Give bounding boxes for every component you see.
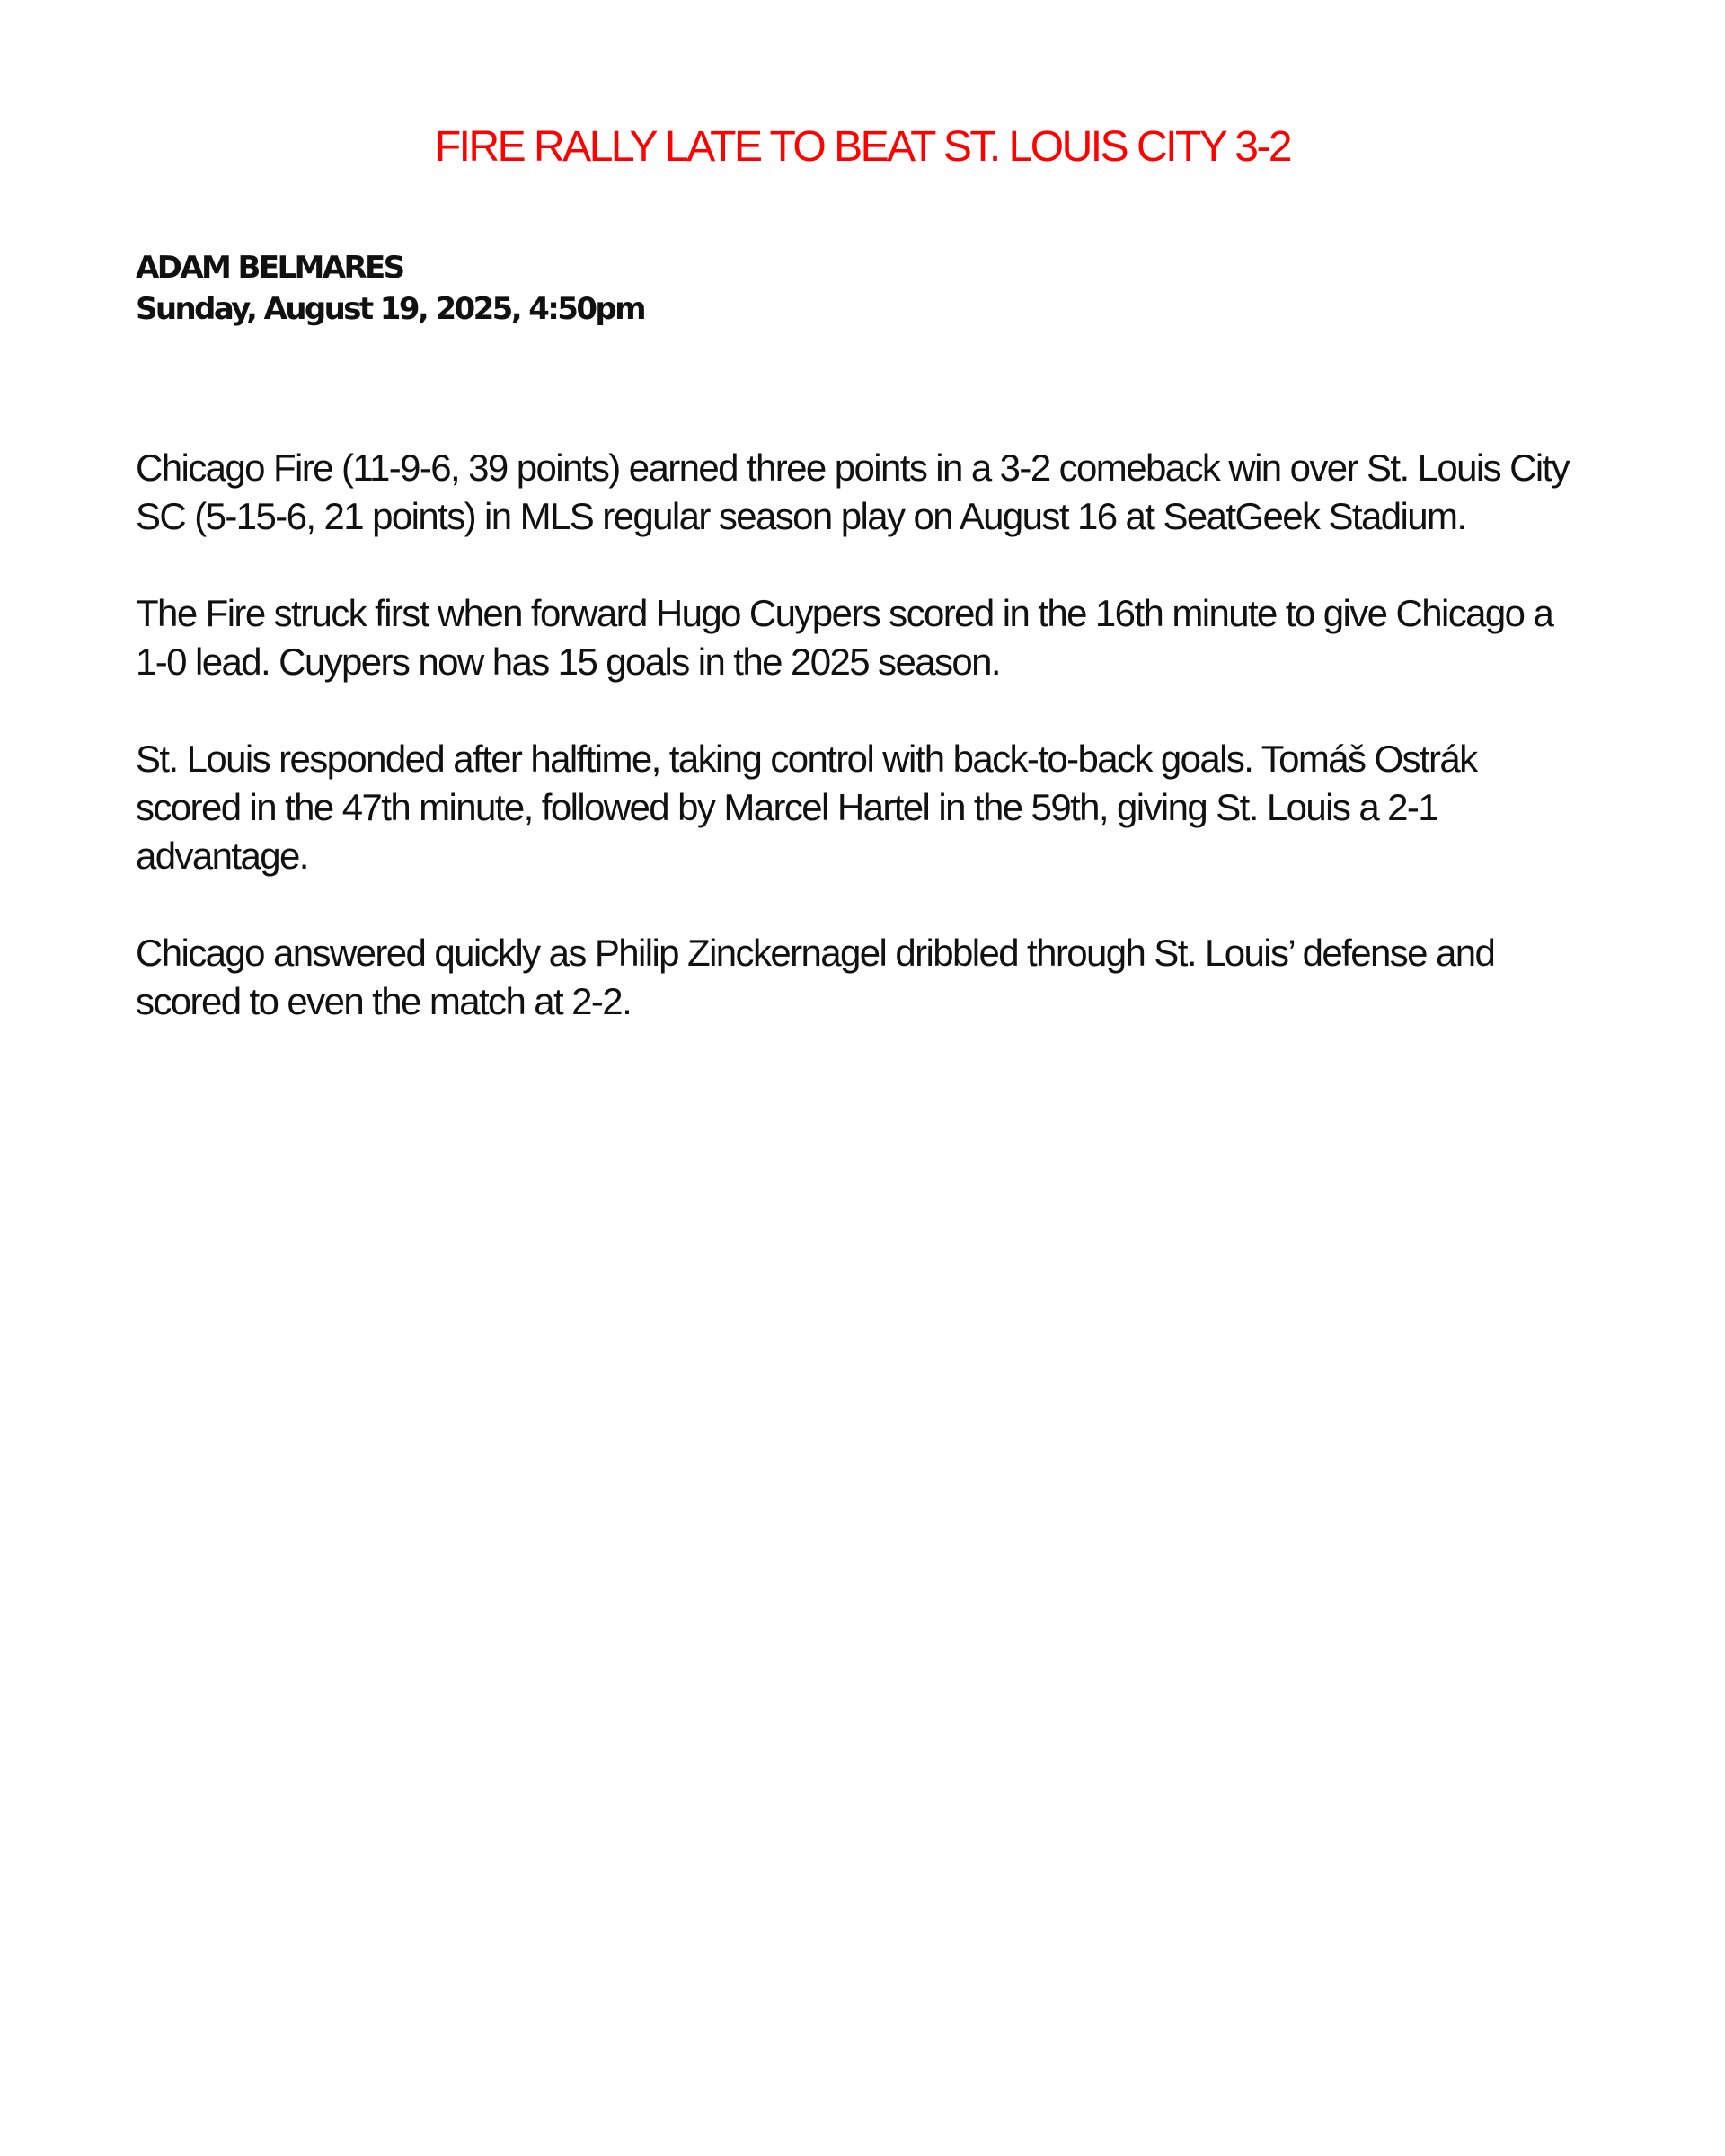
headline: FIRE RALLY LATE TO BEAT ST. LOUIS CITY 3-2: [434, 123, 1291, 171]
paragraph: Chicago answered quickly as Philip Zinckernagel dribbled through St. Louis’ defense and scored to even the match at 2-2.: [136, 932, 1495, 1022]
paragraph: Chicago Fire (11-9-6, 39 points) earned three points in a 3-2 comeback win over St. Louis City SC (5-15-6, 21 points) in MLS regular season play on August 16 at SeatGeek Stadium.: [136, 446, 1570, 537]
article-body: [136, 444, 1609, 1074]
publish-date: Sunday, August 19, 2025, 4:50pm: [136, 291, 644, 327]
paragraph: St. Louis responded after halftime, taking control with back-to-back goals. Tomáš Ostrák scored in the 47th minute, followed by Marcel Hartel in the 59th, giving St. Louis a 2-1 advantage.: [136, 738, 1477, 877]
paragraph: The Fire struck first when forward Hugo Cuypers scored in the 16th minute to give Chicago a 1-0 lead. Cuypers now has 15 goals in the 2025 season.: [136, 592, 1553, 683]
author-name: ADAM BELMARES: [136, 250, 403, 286]
byline: [136, 247, 944, 330]
